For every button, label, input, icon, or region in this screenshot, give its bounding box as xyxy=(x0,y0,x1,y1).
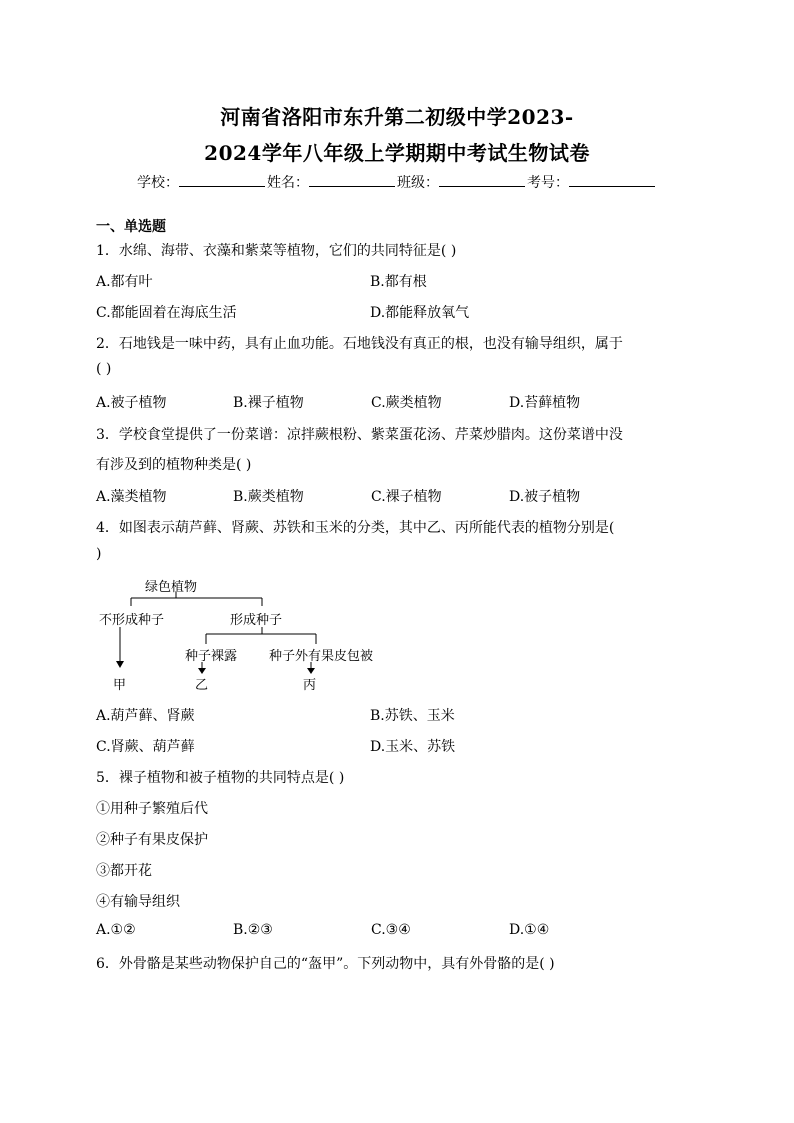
diagram-node-seed: 形成种子 xyxy=(230,613,283,628)
question-3-stem: 3．学校食堂提供了一份菜谱：凉拌蕨根粉、紫菜蛋花汤、芹菜炒腊肉。这份菜谱中没 xyxy=(96,427,623,443)
q5-statement-4: ④有输导组织 xyxy=(96,894,180,910)
q2-option-d[interactable]: D.苔藓植物 xyxy=(509,395,581,411)
question-2-stem: 2．石地钱是一味中药，具有止血功能。石地钱没有真正的根，也没有输导组织，属于 xyxy=(96,336,623,352)
q3-option-d[interactable]: D.被子植物 xyxy=(509,489,581,505)
question-1-stem: 1．水绵、海带、衣藻和紫菜等植物，它们的共同特征是( ) xyxy=(96,243,457,259)
diagram-node-naked-seed: 种子裸露 xyxy=(185,649,238,664)
q5-option-d[interactable]: D.①④ xyxy=(509,922,550,938)
q5-option-a[interactable]: A.①② xyxy=(96,922,136,938)
diagram-node-green-plants: 绿色植物 xyxy=(145,580,198,595)
q1-option-c[interactable]: C.都能固着在海底生活 xyxy=(96,305,237,321)
q3-option-a[interactable]: A.藻类植物 xyxy=(96,489,167,505)
diagram-node-covered-seed: 种子外有果皮包被 xyxy=(269,649,374,664)
diagram-label-bing: 丙 xyxy=(303,678,317,693)
exam-title-line1: 河南省洛阳市东升第二初级中学2023- xyxy=(220,105,574,129)
q4-option-d[interactable]: D.玉米、苏铁 xyxy=(370,739,456,755)
q2-option-a[interactable]: A.被子植物 xyxy=(96,395,167,411)
q5-option-b[interactable]: B.②③ xyxy=(233,922,273,938)
q2-option-c[interactable]: C.蕨类植物 xyxy=(371,395,442,411)
section-heading: 一、单选题 xyxy=(96,219,166,235)
class-label: 班级： xyxy=(397,175,439,191)
question-6-stem: 6．外骨骼是某些动物保护自己的“盔甲”。下列动物中，具有外骨骼的是( ) xyxy=(96,956,555,972)
q5-option-c[interactable]: C.③④ xyxy=(371,922,411,938)
q3-option-c[interactable]: C.裸子植物 xyxy=(371,489,442,505)
q5-statement-1: ①用种子繁殖后代 xyxy=(96,801,208,817)
q2-option-b[interactable]: B.裸子植物 xyxy=(233,395,304,411)
q4-option-c[interactable]: C.肾蕨、葫芦藓 xyxy=(96,739,195,755)
question-3-stem-cont: 有涉及到的植物种类是( ) xyxy=(96,457,252,473)
question-2-stem-cont: ( ) xyxy=(96,361,112,377)
q3-option-b[interactable]: B.蕨类植物 xyxy=(233,489,304,505)
exam-number-label: 考号： xyxy=(527,175,569,191)
q5-statement-2: ②种子有果皮保护 xyxy=(96,832,208,848)
exam-title-line2: 2024学年八年级上学期期中考试生物试卷 xyxy=(204,141,590,165)
name-label: 姓名： xyxy=(267,175,309,191)
q4-option-a[interactable]: A.葫芦藓、肾蕨 xyxy=(96,708,195,724)
question-4-stem: 4．如图表示葫芦藓、肾蕨、苏铁和玉米的分类，其中乙、丙所能代表的植物分别是( xyxy=(96,520,615,536)
q4-option-b[interactable]: B.苏铁、玉米 xyxy=(370,708,455,724)
q5-statement-3: ③都开花 xyxy=(96,863,152,879)
q1-option-b[interactable]: B.都有根 xyxy=(370,274,427,290)
q1-option-a[interactable]: A.都有叶 xyxy=(96,274,153,290)
diagram-label-yi: 乙 xyxy=(195,678,209,693)
question-4-stem-cont: ) xyxy=(96,546,102,562)
diagram-node-no-seed: 不形成种子 xyxy=(99,613,165,628)
question-5-stem: 5．裸子植物和被子植物的共同特点是( ) xyxy=(96,770,345,786)
q1-option-d[interactable]: D.都能释放氧气 xyxy=(370,305,470,321)
school-label: 学校： xyxy=(137,175,179,191)
diagram-label-jia: 甲 xyxy=(113,678,127,693)
